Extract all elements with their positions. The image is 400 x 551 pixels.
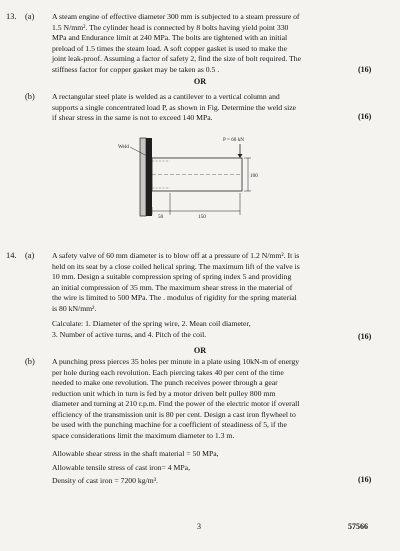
question-13-number: 13. xyxy=(6,12,17,21)
question-14a-text xyxy=(52,251,376,314)
text-line: efficiency of the transmission unit is 80 per cent. Design a cast iron flywheel to xyxy=(52,409,296,419)
text-line: diameter and turning at 210 r.p.m. Find the power of the electric motor if overall xyxy=(52,399,300,408)
text-line: 1.5 N/mm². The cylinder head is connected by 8 bolts having yield point 330 xyxy=(52,22,289,32)
question-14a-calculate xyxy=(52,319,352,340)
load-label: P = 60 kN xyxy=(223,137,245,143)
text-line: supports a single concentrated load P, as shown in Fig. Determine the weld size xyxy=(52,102,297,112)
page-number: 3 xyxy=(197,522,201,531)
height-dim-label: 100 xyxy=(250,173,258,179)
text-line: MPa and Endurance limit at 240 MPa. The bolts are tightened with an initial xyxy=(52,33,288,42)
question-14a-label: (a) xyxy=(25,251,35,260)
weld-cantilever-figure xyxy=(110,131,270,226)
text-line: Allowable shear stress in the shaft material = 50 MPa, xyxy=(52,449,219,458)
dim-right-label: 150 xyxy=(198,214,206,220)
column xyxy=(146,138,152,216)
text-line: A rectangular steel plate is welded as a cantilever to a vertical column and xyxy=(52,92,280,101)
text-line: Allowable tensile stress of cast iron= 4 MPa, xyxy=(52,462,190,472)
text-line: A steam engine of effective diameter 300 mm is subjected to a steam pressure of xyxy=(52,12,300,21)
question-14b-label: (b) xyxy=(25,357,35,366)
question-13-or: OR xyxy=(193,77,207,86)
text-line: preload of 1.5 times the steam load. A soft copper gasket is used to make the xyxy=(52,43,288,53)
text-line: be used with the punching machine for a coefficient of steadiness of 5, if the xyxy=(52,420,287,429)
text-line: joint leak-proof. Assuming a factor of safety 2, find the size of bolt required. The xyxy=(52,54,301,63)
column-weld-zone xyxy=(140,138,146,216)
text-line: an initial compression of 35 mm. The maximum shear stress in the material of xyxy=(52,282,293,292)
question-13a-marks: (16) xyxy=(358,65,372,74)
text-line: per hole during each revolution. Each piercing takes 40 per cent of the time xyxy=(52,367,284,377)
question-14b-text xyxy=(52,357,376,441)
text-line: Calculate: 1. Diameter of the spring wire, 2. Mean coil diameter, xyxy=(52,319,251,328)
text-line: needed to make one revolution. The punch receives power through a gear xyxy=(52,378,278,387)
text-line: reduction unit which in turn is fed by a motor driven belt pulley 800 mm xyxy=(52,388,276,398)
text-line: is 80 kN/mm². xyxy=(52,303,97,313)
text-line: space considerations limit the maximum diameter to 1.3 m. xyxy=(52,430,235,440)
question-13b-label: (b) xyxy=(25,92,35,101)
question-14-or: OR xyxy=(193,346,207,355)
question-14a-marks: (16) xyxy=(358,332,372,341)
question-14b-marks: (16) xyxy=(358,475,372,484)
question-14b-given xyxy=(52,447,352,488)
text-line: if shear stress in the same is not to exceed 140 MPa. xyxy=(52,113,213,122)
text-line: 3. Number of active turns, and 4. Pitch of the coil. xyxy=(52,329,207,339)
text-line: held on its seat by a close coiled helical spring. The maximum lift of the valve is xyxy=(52,261,300,271)
text-line: A safety valve of 60 mm diameter is to blow off at a pressure of 1.2 N/mm². It is xyxy=(52,251,300,260)
load-arrow-head xyxy=(238,154,243,158)
paper-code: 57566 xyxy=(348,522,368,531)
weld-label: Weld xyxy=(118,144,129,150)
question-13a-label: (a) xyxy=(25,12,35,21)
question-14-number: 14. xyxy=(6,251,17,260)
text-line: A punching press pierces 35 holes per minute in a plate using 10kN-m of energy xyxy=(52,357,300,366)
question-13b-marks: (16) xyxy=(358,112,372,121)
text-line: the wire is limited to 500 MPa. The . modulus of rigidity for the spring material xyxy=(52,293,297,302)
text-line: 10 mm. Design a suitable compression spring of spring index 5 and providing xyxy=(52,272,292,281)
text-line: Density of cast iron = 7200 kg/m³. xyxy=(52,476,158,485)
question-13b-text xyxy=(52,92,370,124)
dim-left-label: 50 xyxy=(158,214,164,220)
question-13a-text xyxy=(52,12,376,75)
text-line: stiffness factor for copper gasket may be taken as 0.5 . xyxy=(52,64,220,74)
